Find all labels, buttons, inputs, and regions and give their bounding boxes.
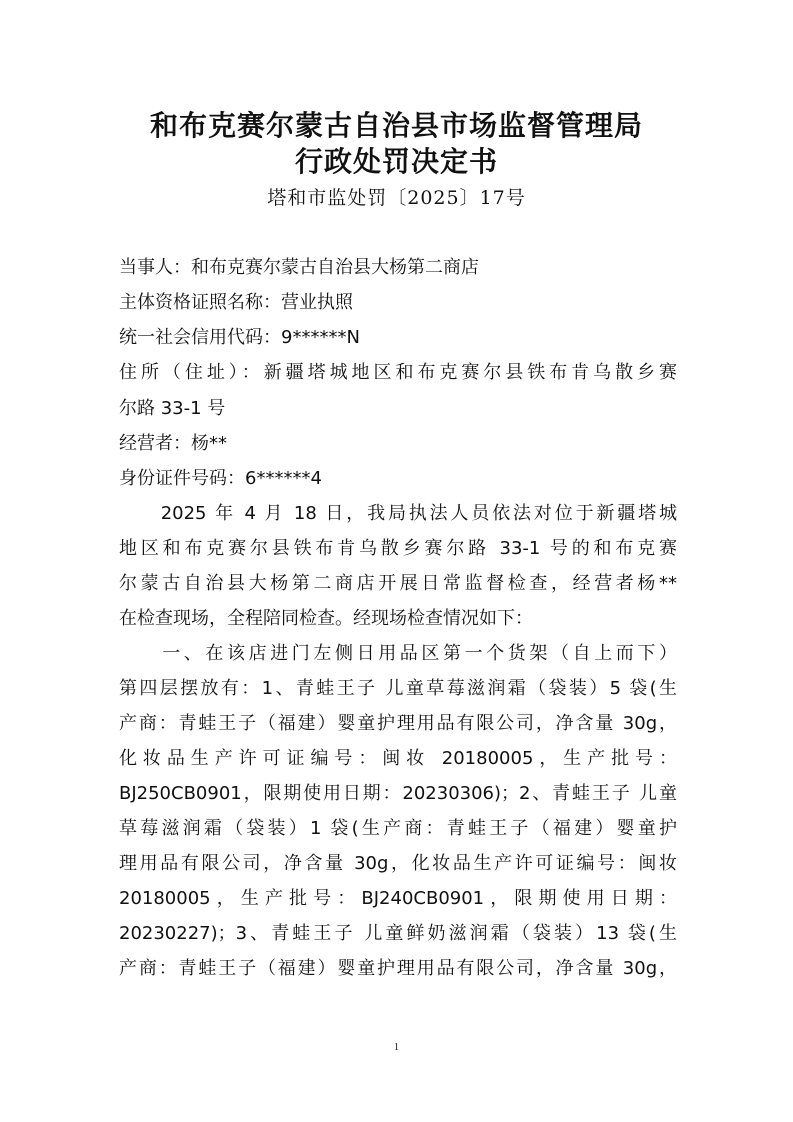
body-line: 20180005，生产批号：BJ240CB0901，限期使用日期： — [119, 888, 677, 909]
credit-code: 统一社会信用代码：9******N — [119, 327, 360, 348]
body-line: 尔蒙古自治县大杨第二商店开展日常监督检查，经营者杨** — [119, 573, 677, 594]
address-line-2: 尔路 33-1 号 — [119, 398, 226, 419]
body-line: 产商：青蛙王子（福建）婴童护理用品有限公司，净含量 30g， — [119, 958, 677, 979]
page-number: 1 — [394, 1042, 399, 1053]
body-line: 草莓滋润霜（袋装）1 袋(生产商：青蛙王子（福建）婴童护 — [119, 818, 677, 839]
body-line: 2025 年 4 月 18 日，我局执法人员依法对位于新疆塔城 — [119, 503, 677, 524]
body-line: 产商：青蛙王子（福建）婴童护理用品有限公司，净含量 30g， — [119, 713, 677, 734]
document-title-line1: 和布克赛尔蒙古自治县市场监督管理局 — [149, 109, 643, 142]
body-line: 在检查现场，全程陪同检查。经现场检查情况如下： — [119, 608, 533, 629]
id-number: 身份证件号码：6******4 — [119, 468, 322, 489]
body-line: 理用品有限公司，净含量 30g，化妆品生产许可证编号：闽妆 — [119, 853, 677, 874]
body-line: 地区和布克赛尔县铁布肯乌散乡赛尔路 33-1 号的和布克赛 — [119, 538, 677, 559]
operator: 经营者：杨** — [119, 433, 227, 454]
body-line: 第四层摆放有：1、青蛙王子 儿童草莓滋润霜（袋装）5 袋(生 — [119, 678, 677, 699]
license-name: 主体资格证照名称：营业执照 — [119, 292, 353, 313]
party-name: 当事人：和布克赛尔蒙古自治县大杨第二商店 — [119, 257, 479, 278]
body-line: BJ250CB0901，限期使用日期：20230306)；2、青蛙王子 儿童 — [119, 783, 677, 804]
document-title-line2: 行政处罚决定书 — [294, 145, 498, 178]
body-line: 20230227)；3、青蛙王子 儿童鲜奶滋润霜（袋装）13 袋(生 — [119, 923, 677, 944]
address-line-1: 住所（住址）：新疆塔城地区和布克赛尔县铁布肯乌散乡赛 — [119, 362, 677, 383]
body-line: 化妆品生产许可证编号：闽妆 20180005，生产批号： — [119, 748, 677, 769]
body-line: 一、在该店进门左侧日用品区第一个货架（自上而下） — [119, 643, 677, 664]
document-number: 塔和市监处罚〔2025〕17号 — [267, 187, 526, 209]
